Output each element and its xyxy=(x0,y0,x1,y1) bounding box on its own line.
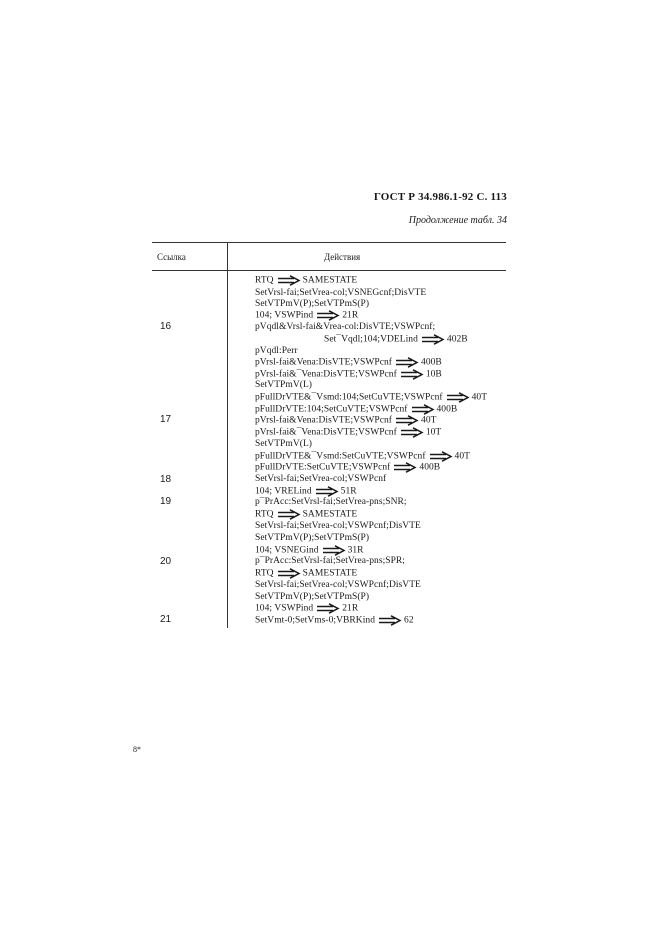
action-line xyxy=(255,556,405,566)
action-text: 104; VRELind xyxy=(255,486,312,497)
action-target: 21R xyxy=(342,603,359,614)
ref-number: 20 xyxy=(160,556,172,567)
implies-arrow-icon xyxy=(315,486,339,497)
implies-arrow-icon xyxy=(316,310,340,321)
action-line xyxy=(255,509,357,520)
action-line xyxy=(255,474,386,484)
action-line xyxy=(255,486,357,497)
action-line xyxy=(255,545,364,556)
table-header-rule xyxy=(152,270,506,271)
action-target: 21R xyxy=(342,310,359,321)
action-text: SetVTPmV(P);SetVTPmS(P) xyxy=(255,533,370,543)
action-line xyxy=(255,380,312,390)
column-header-ref: Ссылка xyxy=(157,252,186,262)
action-line xyxy=(255,322,435,332)
document-header: ГОСТ Р 34.986.1-92 С. 113 xyxy=(373,191,507,203)
action-line xyxy=(255,462,440,473)
implies-arrow-icon xyxy=(277,275,301,286)
action-line xyxy=(255,427,441,438)
action-text: SetVmt-0;SetVms-0;VBRKind xyxy=(255,615,376,626)
action-text: pVrsl-fai&¯Vena:DisVTE;VSWPcnf xyxy=(255,369,397,380)
action-target: 10T xyxy=(425,427,442,438)
action-text: p¯PrAcc:SetVrsl-fai;SetVrea-pns;SPR; xyxy=(255,556,406,566)
implies-arrow-icon xyxy=(277,509,301,520)
action-text: pFullDrVTE:104;SetCuVTE;VSWPcnf xyxy=(255,404,408,415)
action-text: SetVTPmV(P);SetVTPmS(P) xyxy=(255,592,370,602)
action-line xyxy=(255,451,470,462)
implies-arrow-icon xyxy=(378,615,402,626)
action-text: 104; VSWPind xyxy=(255,310,314,321)
action-text: SetVrsl-fai;SetVrea-col;VSNEGcnf;DisVTE xyxy=(255,288,427,298)
action-text: SetVTPmV(L) xyxy=(255,380,313,390)
action-line xyxy=(324,334,468,345)
action-line xyxy=(255,580,421,590)
action-text: pVrsl-fai&Vena:DisVTE;VSWPcnf xyxy=(255,415,393,426)
action-line xyxy=(255,439,312,449)
implies-arrow-icon xyxy=(322,545,346,556)
table-top-rule xyxy=(152,242,506,243)
implies-arrow-icon xyxy=(411,404,435,415)
table-continuation-label: Продолжение табл. 34 xyxy=(408,215,507,226)
implies-arrow-icon xyxy=(446,392,470,403)
action-target: 31R xyxy=(347,545,364,556)
action-target: 10B xyxy=(425,369,442,380)
action-text: p¯PrAcc:SetVrsl-fai;SetVrea-pns;SNR; xyxy=(255,497,407,507)
action-line xyxy=(255,310,358,321)
action-line xyxy=(255,299,369,309)
action-text: pFullDrVTE&¯Vsmd:104;SetCuVTE;VSWPcnf xyxy=(255,392,443,403)
action-line xyxy=(255,404,457,415)
action-text: pVrsl-fai&Vena:DisVTE;VSWPcnf xyxy=(255,357,393,368)
action-text: RTQ xyxy=(255,275,274,286)
ref-number: 17 xyxy=(160,414,172,425)
action-text: RTQ xyxy=(255,568,274,579)
column-header-actions: Действия xyxy=(324,252,361,262)
action-line xyxy=(255,533,369,543)
action-target: 40T xyxy=(471,392,488,403)
action-target: 400B xyxy=(436,404,458,415)
action-line xyxy=(255,415,436,426)
action-text: pFullDrVTE:SetCuVTE;VSWPcnf xyxy=(255,462,391,473)
implies-arrow-icon xyxy=(429,451,453,462)
implies-arrow-icon xyxy=(400,369,424,380)
action-line xyxy=(255,568,357,579)
action-line xyxy=(255,288,426,298)
action-line xyxy=(255,497,407,507)
action-target: 40T xyxy=(421,415,437,426)
action-text: Set¯Vqdl;104;VDELind xyxy=(324,334,418,345)
action-line xyxy=(255,275,357,286)
action-line xyxy=(255,603,358,614)
action-line xyxy=(255,357,442,368)
action-line xyxy=(255,592,369,602)
action-line xyxy=(255,392,487,403)
implies-arrow-icon xyxy=(400,427,424,438)
action-target: SAMESTATE xyxy=(302,568,358,579)
action-text: SetVTPmV(P);SetVTPmS(P) xyxy=(255,299,370,309)
action-text: pVqdl&Vrsl-fai&Vrea-col:DisVTE;VSWPcnf; xyxy=(255,322,436,332)
implies-arrow-icon xyxy=(421,334,445,345)
action-text: 104; VSWPind xyxy=(255,603,314,614)
action-text: SetVTPmV(L) xyxy=(255,439,313,449)
implies-arrow-icon xyxy=(393,462,417,473)
table-column-divider xyxy=(227,242,228,628)
action-target: 400B xyxy=(421,357,442,368)
ref-number: 19 xyxy=(160,496,172,507)
action-target: 402B xyxy=(446,334,468,345)
action-text: pFullDrVTE&¯Vsmd:SetCuVTE;VSWPcnf xyxy=(255,451,426,462)
ref-number: 16 xyxy=(160,321,172,332)
action-target: 62 xyxy=(404,615,414,626)
implies-arrow-icon xyxy=(395,357,419,368)
action-text: SetVrsl-fai;SetVrea-col;VSWPcnf;DisVTE xyxy=(255,580,421,590)
action-target: 40T xyxy=(454,451,470,462)
action-text: pVqdl:Perr xyxy=(255,346,298,356)
action-text: SetVrsl-fai;SetVrea-col;VSWPcnf xyxy=(255,474,387,484)
action-text: RTQ xyxy=(255,509,274,520)
action-line xyxy=(255,346,298,356)
action-line xyxy=(255,521,421,531)
implies-arrow-icon xyxy=(277,568,301,579)
action-line xyxy=(255,369,442,380)
ref-number: 21 xyxy=(160,614,172,625)
ref-number: 18 xyxy=(160,474,172,485)
action-target: 400B xyxy=(419,462,441,473)
action-text: SetVrsl-fai;SetVrea-col;VSWPcnf;DisVTE xyxy=(255,521,421,531)
action-text: pVrsl-fai&¯Vena:DisVTE;VSWPcnf xyxy=(255,427,397,438)
implies-arrow-icon xyxy=(316,603,340,614)
implies-arrow-icon xyxy=(395,415,419,426)
page-mark: 8* xyxy=(133,745,141,754)
action-target: 51R xyxy=(340,486,357,497)
action-line xyxy=(255,615,414,626)
action-target: SAMESTATE xyxy=(302,509,358,520)
action-text: 104; VSNEGind xyxy=(255,545,319,556)
action-target: SAMESTATE xyxy=(302,275,358,286)
